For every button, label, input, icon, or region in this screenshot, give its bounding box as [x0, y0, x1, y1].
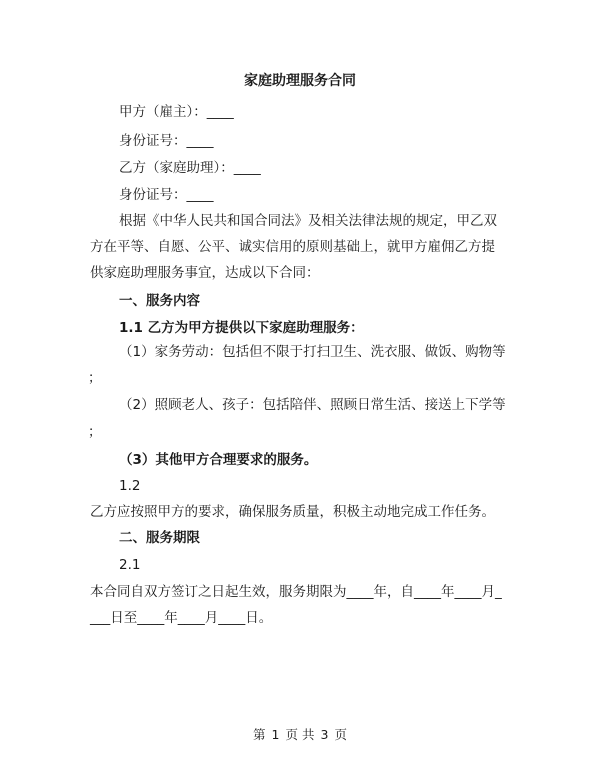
section-1-heading: 一、服务内容: [119, 293, 200, 309]
footer-prefix: 第: [253, 727, 266, 742]
clause-2-1-number: 2.1: [119, 557, 141, 573]
item-1-line-1: （1）家务劳动：包括但不限于打扫卫生、洗衣服、做饭、购物等: [119, 344, 506, 360]
clause-1-1: 1.1 乙方为甲方提供以下家庭助理服务：: [119, 320, 364, 336]
document-title: 家庭助理服务合同: [244, 73, 356, 89]
footer-current-page: 1: [271, 727, 280, 742]
party-b-line: 乙方（家庭助理）：____: [119, 160, 261, 176]
footer-middle: 页 共: [285, 727, 315, 742]
item-3: （3）其他甲方合理要求的服务。: [119, 452, 318, 468]
id-a-line: 身份证号：____: [119, 133, 214, 149]
party-a-line: 甲方（雇主）：____: [119, 104, 234, 120]
item-1-line-2: ；: [88, 370, 102, 386]
section-2-heading: 二、服务期限: [119, 530, 200, 546]
intro-line-1: 根据《中华人民共和国合同法》及相关法律法规的规定，甲乙双: [119, 213, 497, 229]
clause-2-1-line-2: ___日至____年____月____日。: [90, 610, 273, 626]
intro-line-3: 供家庭助理服务事宜，达成以下合同：: [90, 265, 320, 281]
clause-1-2-text: 乙方应按照甲方的要求，确保服务质量，积极主动地完成工作任务。: [90, 504, 495, 520]
intro-line-2: 方在平等、自愿、公平、诚实信用的原则基础上，就甲方雇佣乙方提: [90, 239, 495, 255]
footer-total-pages: 3: [320, 727, 329, 742]
clause-1-2-number: 1.2: [119, 478, 141, 494]
page-footer: [0, 725, 600, 743]
footer-suffix: 页: [334, 727, 347, 742]
item-2-line-1: （2）照顾老人、孩子：包括陪伴、照顾日常生活、接送上下学等: [119, 397, 506, 413]
clause-2-1-line-1: 本合同自双方签订之日起生效，服务期限为____年，自____年____月_: [90, 584, 502, 600]
item-2-line-2: ；: [88, 424, 102, 440]
id-b-line: 身份证号：____: [119, 187, 214, 203]
